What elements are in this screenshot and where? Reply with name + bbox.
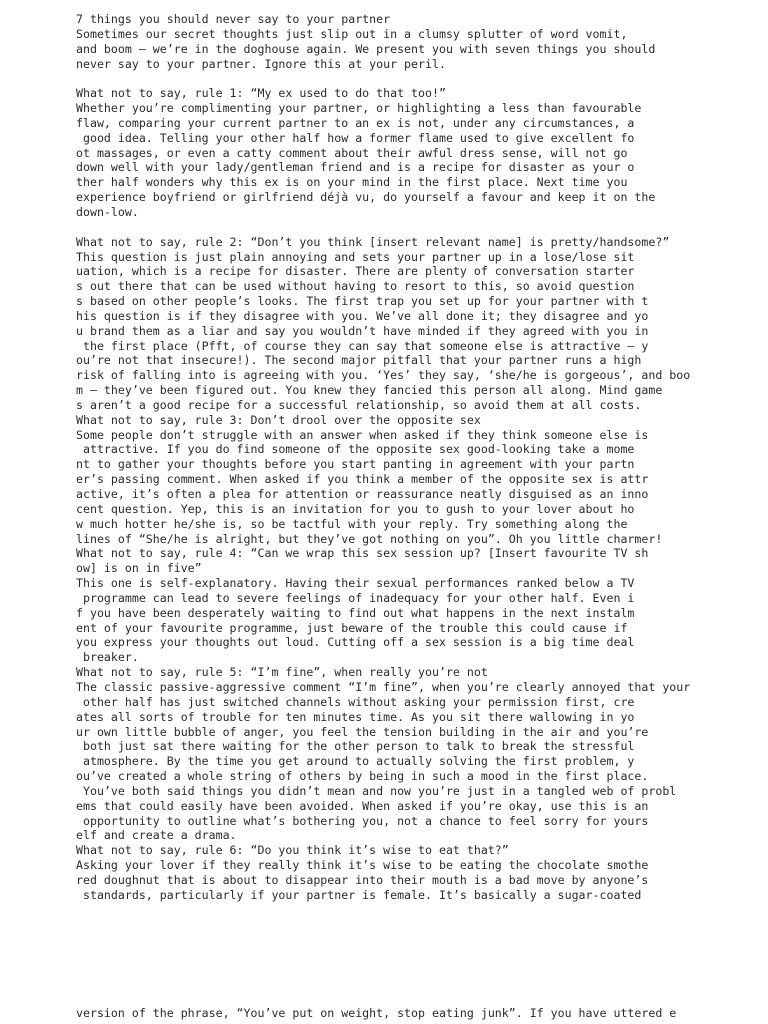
- text-line: Sometimes our secret thoughts just slip out in a clumsy splutter of word vomit,: [76, 26, 628, 41]
- continued-text-line: version of the phrase, “You’ve put on weight, stop eating junk”. If you have uttered e: [76, 1006, 677, 1020]
- text-line: active, it’s often a plea for attention or reassurance neatly disguised as an inno: [76, 487, 649, 501]
- text-line: m – they’ve been figured out. You knew they fancied this person all along. Mind game: [76, 383, 663, 398]
- article-body: [76, 12, 756, 903]
- text-line: nt to gather your thoughts before you start panting in agreement with your partn: [76, 457, 635, 472]
- text-line: both just sat there waiting for the other person to talk to break the stressful: [76, 739, 635, 754]
- text-line: ther half wonders why this ex is on your mind in the first place. Next time you: [76, 175, 628, 190]
- text-line: flaw, comparing your current partner to an ex is not, under any circumstances, a: [76, 115, 635, 130]
- text-line: ems that could easily have been avoided. When asked if you’re okay, use this is an: [76, 798, 649, 813]
- text-line: attractive. If you do find someone of the opposite sex good-looking take a mome: [76, 442, 635, 457]
- text-line: Whether you’re complimenting your partner, or highlighting a less than favourable: [76, 101, 642, 116]
- text-line: You’ve both said things you didn’t mean and now you’re just in a tangled web of probl: [76, 783, 677, 798]
- text-line: ow] is on in five”: [76, 561, 202, 576]
- text-line: never say to your partner. Ignore this at your peril.: [76, 56, 446, 71]
- text-line: s based on other people’s looks. The first trap you set up for your partner with t: [76, 294, 649, 309]
- text-line: 7 things you should never say to your partner: [76, 12, 391, 26]
- text-line: ot massages, or even a catty comment about their awful dress sense, will not go: [76, 145, 628, 160]
- text-line: What not to say, rule 2: “Don’t you think [insert relevant name] is pretty/handsome?”: [76, 234, 670, 249]
- text-line: down well with your lady/gentleman friend and is a recipe for disaster as your o: [76, 160, 635, 175]
- text-line: er’s passing comment. When asked if you think a member of the opposite sex is attr: [76, 472, 649, 487]
- text-line: other half has just switched channels without asking your permission first, cre: [76, 694, 635, 709]
- text-line: uation, which is a recipe for disaster. There are plenty of conversation starter: [76, 264, 635, 279]
- text-line: elf and create a drama.: [76, 828, 237, 843]
- text-line: the first place (Pfft, of course they can say that someone else is attractive – y: [76, 338, 649, 353]
- text-line: Asking your lover if they really think it’s wise to be eating the chocolate smothe: [76, 858, 649, 873]
- text-line: w much hotter he/she is, so be tactful with your reply. Try something along the: [76, 516, 628, 531]
- text-line: What not to say, rule 4: “Can we wrap this sex session up? [Insert favourite TV sh: [76, 546, 649, 561]
- text-line: ates all sorts of trouble for ten minutes time. As you sit there wallowing in yo: [76, 709, 635, 724]
- text-line: Some people don’t struggle with an answer when asked if they think someone else is: [76, 427, 649, 442]
- text-line: you express your thoughts out loud. Cutting off a sex session is a big time deal: [76, 635, 635, 650]
- text-line: his question is if they disagree with you. We’ve all done it; they disagree and yo: [76, 308, 649, 323]
- text-line: This one is self-explanatory. Having their sexual performances ranked below a TV: [76, 576, 635, 591]
- text-line: [76, 220, 756, 235]
- text-line: opportunity to outline what’s bothering you, not a chance to feel sorry for yours: [76, 813, 649, 828]
- text-line: f you have been desperately waiting to find out what happens in the next instalm: [76, 605, 635, 620]
- text-line: This question is just plain annoying and sets your partner up in a lose/lose sit: [76, 249, 635, 264]
- text-line: lines of “She/he is alright, but they’ve got nothing on you”. Oh you little charmer!: [76, 531, 663, 546]
- text-line: u brand them as a liar and say you wouldn’t have minded if they agreed with you in: [76, 323, 649, 338]
- text-line: atmosphere. By the time you get around to actually solving the first problem, y: [76, 754, 635, 769]
- text-line: risk of falling into is agreeing with you. ‘Yes’ they say, ‘she/he is gorgeous’, and boo: [76, 368, 691, 383]
- text-line: and boom – we’re in the doghouse again. We present you with seven things you should: [76, 41, 656, 56]
- text-line: programme can lead to severe feelings of inadequacy for your other half. Even i: [76, 590, 635, 605]
- text-line: down-low.: [76, 204, 139, 219]
- text-line: good idea. Telling your other half how a former flame used to give excellent fo: [76, 130, 635, 145]
- text-line: ur own little bubble of anger, you feel the tension building in the air and you’re: [76, 724, 649, 739]
- text-line: What not to say, rule 5: “I’m fine”, when really you’re not: [76, 665, 488, 680]
- text-line: What not to say, rule 1: “My ex used to do that too!”: [76, 86, 446, 101]
- text-line: red doughnut that is about to disappear into their mouth is a bad move by anyone’s: [76, 872, 649, 887]
- text-line: [76, 71, 756, 86]
- text-line: standards, particularly if your partner is female. It’s basically a sugar-coated: [76, 887, 642, 902]
- text-line: s aren’t a good recipe for a successful relationship, so avoid them at all costs.: [76, 397, 642, 412]
- text-line: ent of your favourite programme, just beware of the trouble this could cause if: [76, 620, 628, 635]
- text-line: breaker.: [76, 650, 139, 665]
- text-line: What not to say, rule 6: “Do you think it’s wise to eat that?”: [76, 843, 509, 858]
- text-line: experience boyfriend or girlfriend déjà vu, do yourself a favour and keep it on the: [76, 190, 656, 205]
- text-line: The classic passive-aggressive comment “I’m fine”, when you’re clearly annoyed that your: [76, 679, 691, 694]
- text-line: s out there that can be used without having to resort to this, so avoid question: [76, 279, 635, 294]
- text-line: cent question. Yep, this is an invitation for you to gush to your lover about ho: [76, 501, 635, 516]
- text-line: ou’re not that insecure!). The second major pitfall that your partner runs a high: [76, 353, 642, 368]
- text-line: ou’ve created a whole string of others by being in such a mood in the first place.: [76, 769, 649, 784]
- text-line: What not to say, rule 3: Don’t drool over the opposite sex: [76, 412, 481, 427]
